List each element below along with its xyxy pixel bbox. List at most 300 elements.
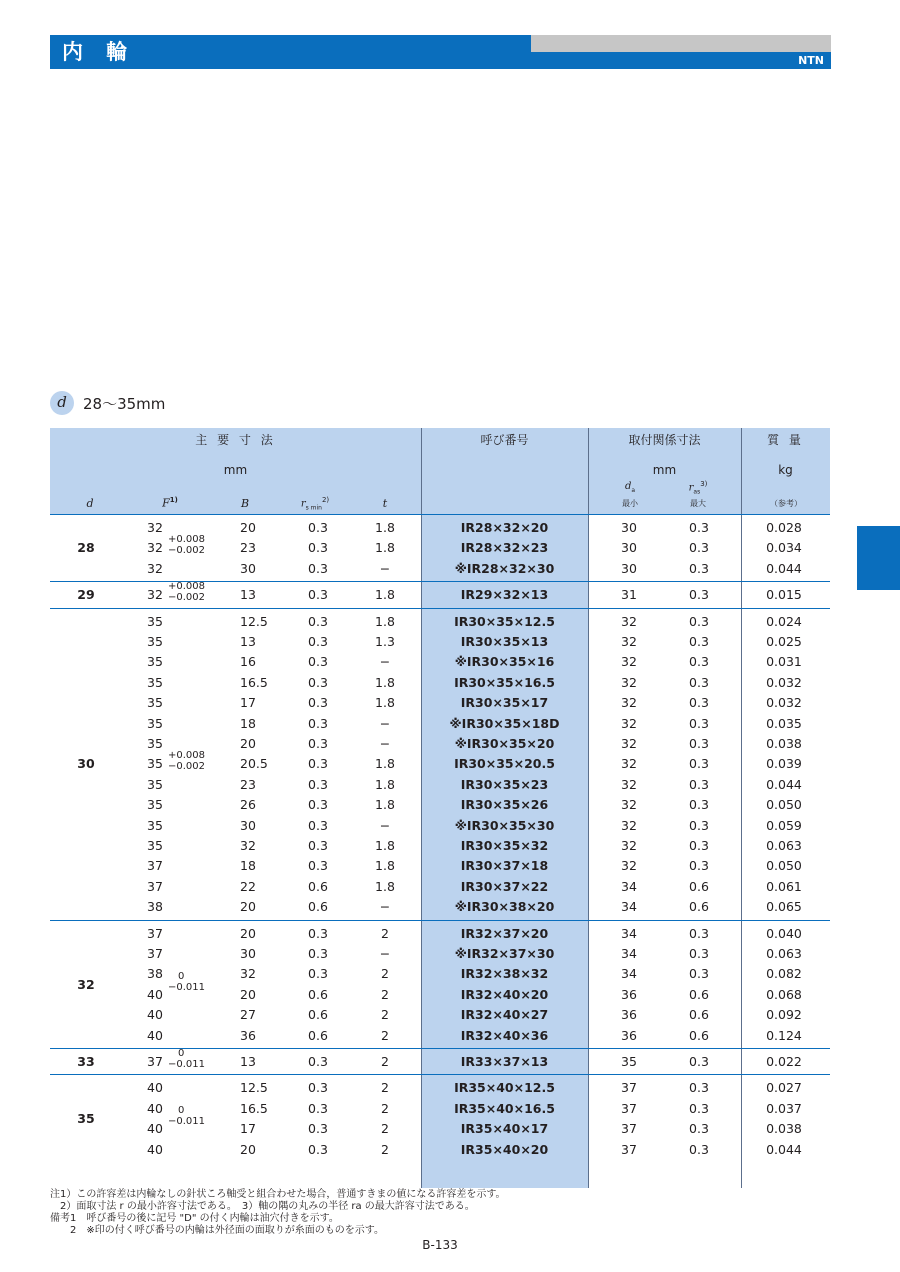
cell-ras-max: 0.6 — [689, 1027, 709, 1043]
section-tab — [857, 526, 900, 590]
cell-ras-max: 0.3 — [689, 1080, 709, 1096]
cell-da-min: 32 — [621, 736, 637, 751]
cell-mass: 0.124 — [766, 1027, 802, 1043]
cell-rs-min: 0.3 — [308, 560, 328, 576]
cell-mass: 0.040 — [766, 925, 802, 941]
cell-F: 35 — [147, 776, 163, 792]
cell-da-min: 31 — [621, 587, 637, 603]
tolerance-upper: +0.008 — [168, 750, 206, 762]
cell-rs-min: 0.3 — [308, 654, 328, 670]
cell-B: 12.5 — [240, 613, 268, 629]
cell-rs-min: 0.3 — [308, 858, 328, 874]
cell-t: 1.8 — [375, 797, 395, 813]
footnote-line: 2）面取寸法 r の最小許容寸法である。 3）軸の隅の丸みの半径 ra の最大許容寸法である。 — [50, 1201, 475, 1212]
cell-t: − — [379, 736, 391, 751]
cell-da-min: 30 — [621, 540, 637, 556]
F-tolerance — [168, 534, 205, 556]
group-bore-diameter: 28 — [77, 540, 95, 556]
cell-F: 35 — [147, 695, 163, 711]
col-F: $F^{1)}$ — [162, 496, 178, 510]
cell-t: 1.8 — [375, 776, 395, 792]
cell-mass: 0.044 — [766, 776, 802, 792]
cell-mass: 0.038 — [766, 1121, 802, 1137]
cell-t: 1.8 — [375, 858, 395, 874]
cell-ras-max: 0.6 — [689, 986, 709, 1002]
cell-B: 20 — [240, 899, 256, 915]
cell-rs-min: 0.3 — [308, 1054, 328, 1069]
cell-da-min: 36 — [621, 1027, 637, 1043]
cell-B: 20 — [240, 520, 256, 535]
cell-rs-min: 0.3 — [308, 1100, 328, 1116]
cell-designation: IR33×37×13 — [460, 1054, 549, 1069]
cell-ras-max: 0.3 — [689, 1141, 709, 1157]
cell-designation: IR30×37×22 — [460, 878, 549, 894]
cell-t: 1.8 — [375, 613, 395, 629]
cell-B: 18 — [240, 715, 256, 731]
cell-B: 16 — [240, 654, 256, 670]
cell-B: 16.5 — [240, 1100, 268, 1116]
cell-B: 17 — [240, 695, 256, 711]
cell-mass: 0.032 — [766, 695, 802, 711]
cell-F: 37 — [147, 925, 163, 941]
cell-F: 40 — [147, 1141, 163, 1157]
cell-mass: 0.035 — [766, 715, 802, 731]
cell-mass: 0.034 — [766, 540, 802, 556]
cell-B: 18 — [240, 858, 256, 874]
cell-B: 22 — [240, 878, 256, 894]
cell-B: 23 — [240, 540, 256, 556]
cell-B: 30 — [240, 560, 256, 576]
cell-da-min: 32 — [621, 858, 637, 874]
cell-designation: ※IR30×35×16 — [454, 654, 555, 670]
cell-mass: 0.065 — [766, 899, 802, 915]
cell-ras-max: 0.3 — [689, 587, 709, 603]
cell-designation: IR30×35×13 — [460, 634, 549, 649]
cell-F: 35 — [147, 674, 163, 690]
cell-F: 37 — [147, 1054, 163, 1069]
cell-designation: IR30×37×18 — [460, 858, 549, 874]
cell-t: 1.8 — [375, 878, 395, 894]
cell-t: 1.8 — [375, 838, 395, 853]
cell-F: 40 — [147, 1121, 163, 1137]
F-tolerance — [168, 750, 205, 772]
cell-ras-max: 0.3 — [689, 560, 709, 576]
cell-designation: IR32×40×27 — [460, 1007, 549, 1023]
cell-B: 13 — [240, 1054, 256, 1069]
cell-B: 20 — [240, 986, 256, 1002]
footnote-line: 注1）この許容差は内輪なしの針状ころ軸受と組合わせた場合，普通すきまの値になる許容差を示す。 — [50, 1189, 506, 1200]
tolerance-lower: −0.011 — [168, 1116, 206, 1127]
cell-ras-max: 0.3 — [689, 1100, 709, 1116]
cell-ras-max: 0.3 — [689, 613, 709, 629]
cell-rs-min: 0.6 — [308, 1007, 328, 1023]
tolerance-upper: +0.008 — [168, 581, 206, 593]
cell-da-min: 32 — [621, 756, 637, 772]
cell-F: 35 — [147, 817, 163, 833]
cell-rs-min: 0.3 — [308, 838, 328, 853]
cell-t: − — [379, 817, 391, 833]
cell-mass: 0.092 — [766, 1007, 802, 1023]
tolerance-upper: 0 — [178, 1048, 185, 1059]
range-text: 28～35mm — [83, 394, 166, 413]
header-unit-mm: mm — [223, 463, 248, 477]
cell-rs-min: 0.3 — [308, 925, 328, 941]
cell-t: 2 — [381, 1027, 389, 1043]
cell-ras-max: 0.3 — [689, 674, 709, 690]
cell-da-min: 34 — [621, 966, 637, 982]
cell-da-min: 30 — [621, 520, 637, 535]
cell-ras-max: 0.3 — [689, 966, 709, 982]
cell-B: 20 — [240, 736, 256, 751]
table-header — [50, 428, 830, 514]
cell-B: 17 — [240, 1121, 256, 1137]
cell-da-min: 37 — [621, 1141, 637, 1157]
F-tolerance — [168, 581, 205, 603]
cell-designation: ※IR28×32×30 — [454, 560, 555, 576]
cell-da-min: 35 — [621, 1054, 637, 1069]
cell-B: 20 — [240, 1141, 256, 1157]
cell-B: 13 — [240, 587, 256, 603]
cell-F: 35 — [147, 838, 163, 853]
cell-da-min: 34 — [621, 878, 637, 894]
cell-da-min: 32 — [621, 613, 637, 629]
cell-rs-min: 0.3 — [308, 634, 328, 649]
cell-ras-max: 0.3 — [689, 634, 709, 649]
cell-mass: 0.039 — [766, 756, 802, 772]
cell-t: 2 — [381, 1080, 389, 1096]
F-tolerance — [168, 1105, 205, 1127]
col-da: $d_a$ — [624, 481, 636, 494]
cell-rs-min: 0.6 — [308, 1027, 328, 1043]
cell-designation: IR30×35×20.5 — [454, 756, 555, 772]
cell-da-min: 32 — [621, 695, 637, 711]
col-rs-min: $r_{s min}^{2)}$ — [300, 496, 330, 512]
tolerance-lower: −0.002 — [168, 592, 206, 604]
cell-t: − — [379, 946, 391, 961]
cell-F: 32 — [147, 560, 163, 576]
cell-F: 35 — [147, 634, 163, 649]
title-bar-gray-strip — [531, 35, 831, 52]
cell-t: 1.3 — [375, 634, 395, 649]
cell-rs-min: 0.3 — [308, 817, 328, 833]
cell-mass: 0.063 — [766, 946, 802, 961]
cell-da-min: 34 — [621, 899, 637, 915]
cell-ras-max: 0.3 — [689, 1121, 709, 1137]
cell-ras-max: 0.6 — [689, 899, 709, 915]
cell-da-min: 32 — [621, 817, 637, 833]
cell-mass: 0.031 — [766, 654, 802, 670]
cell-da-min: 32 — [621, 776, 637, 792]
cell-ras-max: 0.3 — [689, 715, 709, 731]
cell-ras-max: 0.3 — [689, 946, 709, 961]
tolerance-lower: −0.011 — [168, 1059, 206, 1070]
header-unit-mm-mounting: mm — [652, 463, 677, 477]
cell-F: 40 — [147, 1027, 163, 1043]
cell-t: 2 — [381, 1121, 389, 1137]
cell-F: 35 — [147, 736, 163, 751]
cell-da-min: 37 — [621, 1100, 637, 1116]
cell-t: 2 — [381, 1054, 389, 1069]
group-separator — [50, 920, 830, 921]
cell-da-min: 32 — [621, 674, 637, 690]
cell-t: 2 — [381, 986, 389, 1002]
cell-B: 16.5 — [240, 674, 268, 690]
cell-designation: IR28×32×20 — [460, 520, 549, 535]
cell-designation: ※IR30×35×20 — [454, 736, 555, 751]
tolerance-upper: 0 — [178, 970, 185, 982]
cell-F: 35 — [147, 797, 163, 813]
col-mass-reference: （参考） — [770, 499, 802, 508]
cell-da-min: 34 — [621, 946, 637, 961]
cell-mass: 0.044 — [766, 560, 802, 576]
brand-label: NTN — [798, 54, 824, 67]
cell-B: 32 — [240, 838, 256, 853]
cell-t: 1.8 — [375, 587, 395, 603]
tolerance-lower: −0.011 — [168, 981, 206, 993]
cell-F: 38 — [147, 966, 163, 982]
cell-rs-min: 0.3 — [308, 1141, 328, 1157]
cell-t: 1.8 — [375, 674, 395, 690]
cell-da-min: 37 — [621, 1121, 637, 1137]
cell-F: 35 — [147, 756, 163, 772]
cell-da-min: 32 — [621, 634, 637, 649]
tolerance-upper: 0 — [178, 1105, 185, 1116]
cell-F: 35 — [147, 613, 163, 629]
cell-F: 37 — [147, 946, 163, 961]
group-separator — [50, 608, 830, 609]
cell-designation: IR35×40×17 — [460, 1121, 549, 1137]
col-ras-max-label: 最大 — [690, 499, 706, 508]
group-bore-diameter: 30 — [77, 756, 95, 772]
header-mass: 質 量 — [767, 433, 804, 447]
tolerance-lower: −0.002 — [168, 761, 206, 773]
cell-ras-max: 0.3 — [689, 756, 709, 772]
cell-designation: IR30×35×12.5 — [454, 613, 555, 629]
cell-t: − — [379, 715, 391, 731]
cell-mass: 0.050 — [766, 797, 802, 813]
page-title: 内 輪 — [62, 40, 136, 64]
cell-rs-min: 0.3 — [308, 520, 328, 535]
cell-mass: 0.044 — [766, 1141, 802, 1157]
cell-rs-min: 0.3 — [308, 695, 328, 711]
cell-F: 37 — [147, 878, 163, 894]
cell-designation: ※IR32×37×30 — [454, 946, 555, 961]
cell-t: 2 — [381, 925, 389, 941]
cell-rs-min: 0.3 — [308, 736, 328, 751]
col-B: B — [240, 497, 250, 510]
cell-designation: IR32×40×36 — [460, 1027, 549, 1043]
tolerance-lower: −0.002 — [168, 545, 206, 557]
cell-rs-min: 0.3 — [308, 776, 328, 792]
cell-da-min: 37 — [621, 1080, 637, 1096]
cell-B: 30 — [240, 817, 256, 833]
cell-mass: 0.037 — [766, 1100, 802, 1116]
cell-t: 1.8 — [375, 520, 395, 535]
col-d: d — [86, 497, 94, 510]
group-separator — [50, 1048, 830, 1049]
cell-mass: 0.032 — [766, 674, 802, 690]
header-designation: 呼び番号 — [480, 433, 529, 447]
cell-t: − — [379, 560, 391, 576]
cell-rs-min: 0.3 — [308, 966, 328, 982]
cell-B: 36 — [240, 1027, 256, 1043]
cell-da-min: 30 — [621, 560, 637, 576]
cell-ras-max: 0.3 — [689, 838, 709, 853]
cell-rs-min: 0.3 — [308, 674, 328, 690]
col-da-min-label: 最小 — [622, 499, 638, 508]
cell-designation: IR32×40×20 — [460, 986, 549, 1002]
cell-ras-max: 0.3 — [689, 925, 709, 941]
cell-da-min: 32 — [621, 654, 637, 670]
cell-t: − — [379, 899, 391, 915]
col-ras: $r_{as}^{3)}$ — [688, 480, 708, 496]
cell-designation: IR35×40×20 — [460, 1141, 549, 1157]
cell-designation: IR29×32×13 — [460, 587, 549, 603]
cell-mass: 0.027 — [766, 1080, 802, 1096]
cell-da-min: 32 — [621, 838, 637, 853]
cell-ras-max: 0.3 — [689, 540, 709, 556]
group-bore-diameter: 35 — [77, 1111, 95, 1126]
cell-F: 35 — [147, 715, 163, 731]
cell-F: 35 — [147, 654, 163, 670]
cell-mass: 0.061 — [766, 878, 802, 894]
cell-ras-max: 0.3 — [689, 776, 709, 792]
group-bore-diameter: 32 — [77, 976, 95, 992]
cell-mass: 0.038 — [766, 736, 802, 751]
header-main-dimensions: 主 要 寸 法 — [195, 433, 276, 447]
footnote-line: 2 ※印の付く呼び番号の内輪は外径面の面取りが糸面のものを示す。 — [50, 1225, 384, 1236]
cell-F: 37 — [147, 858, 163, 874]
cell-F: 32 — [147, 520, 163, 535]
group-separator — [50, 1074, 830, 1075]
cell-t: 2 — [381, 1141, 389, 1157]
cell-designation: IR35×40×16.5 — [454, 1100, 555, 1116]
cell-rs-min: 0.3 — [308, 1080, 328, 1096]
cell-designation: ※IR30×38×20 — [454, 899, 555, 915]
cell-rs-min: 0.3 — [308, 756, 328, 772]
cell-t: 2 — [381, 1007, 389, 1023]
cell-F: 38 — [147, 899, 163, 915]
cell-B: 20 — [240, 925, 256, 941]
range-symbol-badge: d — [50, 391, 74, 415]
cell-mass: 0.068 — [766, 986, 802, 1002]
cell-mass: 0.024 — [766, 613, 802, 629]
cell-rs-min: 0.3 — [308, 613, 328, 629]
group-bore-diameter: 33 — [77, 1054, 95, 1069]
cell-ras-max: 0.3 — [689, 695, 709, 711]
footnotes — [50, 1189, 506, 1237]
cell-designation: ※IR30×35×18D — [449, 715, 560, 731]
cell-t: 2 — [381, 1100, 389, 1116]
cell-t: 2 — [381, 966, 389, 982]
cell-ras-max: 0.3 — [689, 1054, 709, 1069]
F-tolerance — [168, 971, 205, 993]
group-separator — [50, 581, 830, 582]
cell-ras-max: 0.3 — [689, 736, 709, 751]
cell-mass: 0.028 — [766, 520, 802, 535]
cell-t: 1.8 — [375, 540, 395, 556]
cell-rs-min: 0.3 — [308, 1121, 328, 1137]
cell-rs-min: 0.3 — [308, 540, 328, 556]
group-bore-diameter: 29 — [77, 587, 95, 603]
cell-designation: IR32×38×32 — [460, 966, 549, 982]
cell-mass: 0.063 — [766, 838, 802, 853]
cell-B: 27 — [240, 1007, 256, 1023]
cell-B: 12.5 — [240, 1080, 268, 1096]
cell-B: 20.5 — [240, 756, 268, 772]
cell-F: 40 — [147, 1007, 163, 1023]
cell-F: 40 — [147, 986, 163, 1002]
F-tolerance — [168, 1048, 205, 1070]
cell-ras-max: 0.6 — [689, 878, 709, 894]
cell-da-min: 32 — [621, 715, 637, 731]
cell-F: 40 — [147, 1100, 163, 1116]
col-t: t — [382, 497, 388, 510]
cell-mass: 0.015 — [766, 587, 802, 603]
cell-mass: 0.050 — [766, 858, 802, 874]
cell-designation: IR35×40×12.5 — [454, 1080, 555, 1096]
cell-ras-max: 0.3 — [689, 654, 709, 670]
cell-rs-min: 0.6 — [308, 878, 328, 894]
page-number: B-133 — [422, 1238, 458, 1252]
cell-mass: 0.022 — [766, 1054, 802, 1069]
cell-rs-min: 0.3 — [308, 797, 328, 813]
cell-ras-max: 0.3 — [689, 858, 709, 874]
cell-F: 40 — [147, 1080, 163, 1096]
cell-rs-min: 0.3 — [308, 946, 328, 961]
cell-da-min: 34 — [621, 925, 637, 941]
cell-rs-min: 0.3 — [308, 587, 328, 603]
cell-designation: IR32×37×20 — [460, 925, 549, 941]
cell-t: 1.8 — [375, 756, 395, 772]
cell-designation: IR30×35×26 — [460, 797, 549, 813]
cell-F: 32 — [147, 540, 163, 556]
size-range — [50, 391, 165, 415]
cell-B: 13 — [240, 634, 256, 649]
cell-ras-max: 0.3 — [689, 520, 709, 535]
tolerance-upper: +0.008 — [168, 534, 206, 546]
footnote-line: 備考1 呼び番号の後に記号 "D" の付く内輪は油穴付きを示す。 — [50, 1213, 339, 1224]
cell-designation: IR30×35×23 — [460, 776, 549, 792]
cell-rs-min: 0.3 — [308, 715, 328, 731]
cell-ras-max: 0.6 — [689, 1007, 709, 1023]
cell-designation: IR30×35×32 — [460, 838, 549, 853]
cell-B: 30 — [240, 946, 256, 961]
cell-designation: IR30×35×17 — [460, 695, 549, 711]
cell-B: 26 — [240, 797, 256, 813]
cell-ras-max: 0.3 — [689, 797, 709, 813]
cell-rs-min: 0.6 — [308, 986, 328, 1002]
cell-t: 1.8 — [375, 695, 395, 711]
cell-rs-min: 0.6 — [308, 899, 328, 915]
cell-ras-max: 0.3 — [689, 817, 709, 833]
cell-t: − — [379, 654, 391, 670]
header-mounting-dimensions: 取付関係寸法 — [628, 433, 701, 447]
cell-mass: 0.025 — [766, 634, 802, 649]
cell-da-min: 36 — [621, 986, 637, 1002]
cell-designation: IR30×35×16.5 — [454, 674, 555, 690]
cell-da-min: 32 — [621, 797, 637, 813]
cell-F: 32 — [147, 587, 163, 603]
header-bottom-rule — [50, 514, 830, 515]
cell-B: 23 — [240, 776, 256, 792]
cell-da-min: 36 — [621, 1007, 637, 1023]
cell-mass: 0.059 — [766, 817, 802, 833]
cell-designation: ※IR30×35×30 — [454, 817, 555, 833]
cell-B: 32 — [240, 966, 256, 982]
cell-designation: IR28×32×23 — [460, 540, 549, 556]
cell-mass: 0.082 — [766, 966, 802, 982]
